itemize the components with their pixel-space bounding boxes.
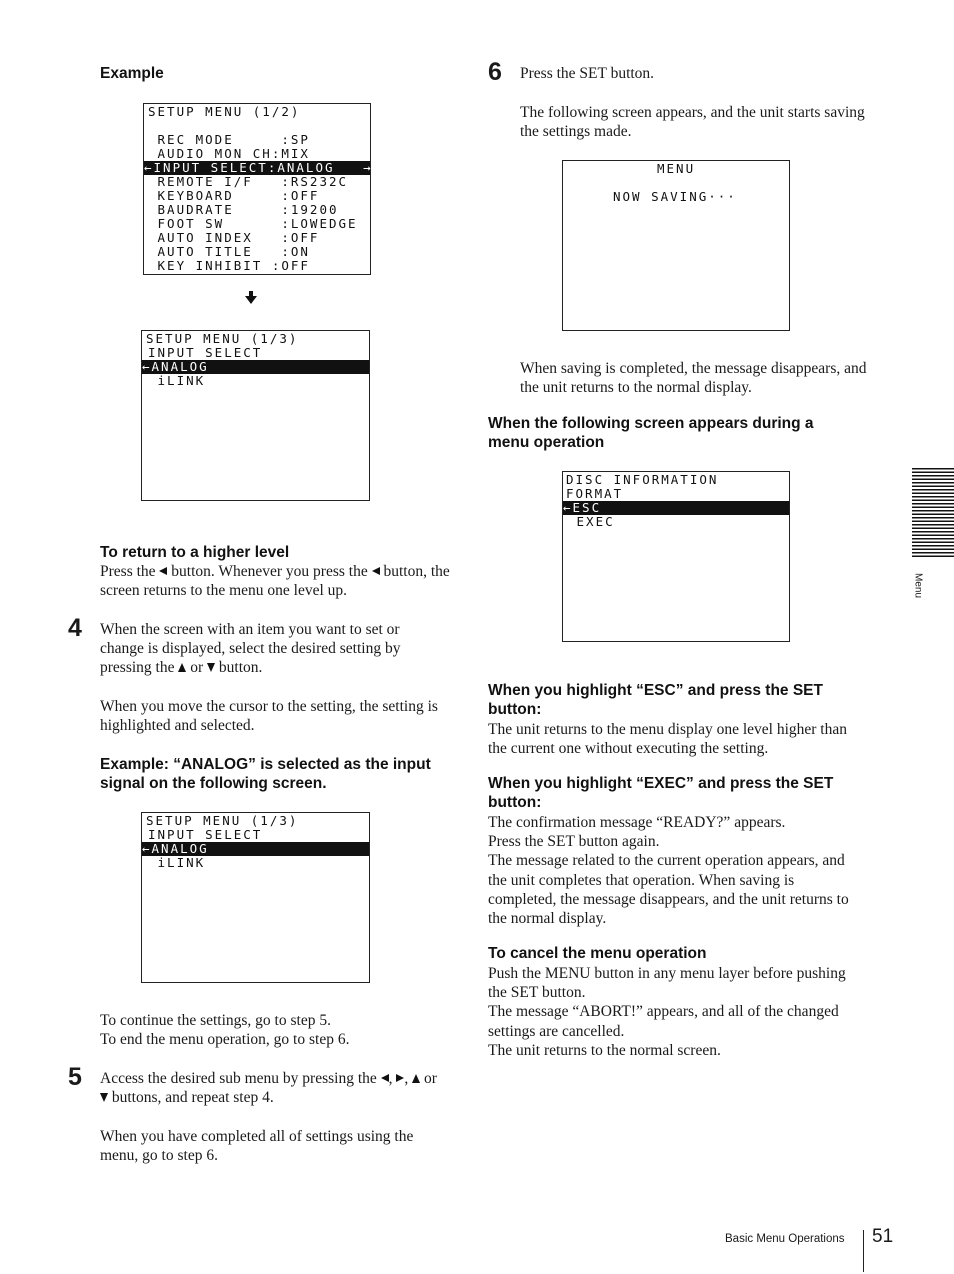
up-arrow-icon	[412, 1074, 420, 1083]
screen-line: SETUP MENU (1/3)	[146, 331, 299, 346]
screen-line: REC MODE :SP	[148, 132, 310, 147]
left-arrow-icon	[372, 567, 380, 575]
setup-menu-screen-3	[141, 812, 370, 983]
screen-line: iLINK	[148, 855, 206, 870]
screen-line: NOW SAVING···	[613, 189, 737, 204]
side-tab-label: Menu	[912, 572, 924, 598]
continue-line-2: To end the menu operation, go to step 6.	[100, 1031, 350, 1048]
return-text: button, the screen returns to the menu one level up.	[100, 563, 450, 600]
following-screen-heading: When the following screen appears during a menu operation	[488, 415, 814, 451]
saving-complete-text: When saving is completed, the message disappears, and the unit returns to the normal display.	[520, 360, 867, 397]
screen-line: AUTO INDEX :OFF	[148, 230, 320, 245]
setup-menu-screen-1	[143, 103, 371, 275]
exec-heading: When you highlight “EXEC” and press the SET button:	[488, 775, 834, 811]
screen-line: INPUT SELECT	[148, 827, 263, 842]
screen-line: FORMAT	[566, 486, 624, 501]
step-4-paragraph	[100, 620, 445, 678]
step-5-text: Access the desired sub menu by pressing the	[100, 1070, 377, 1087]
left-arrow-icon	[159, 567, 167, 575]
cancel-text: Push the MENU button in any menu layer before pushing the SET button. The message “ABORT!” appears, and all of the changed settings are cancelled. The unit returns to the normal screen.	[488, 965, 846, 1059]
esc-text: The unit returns to the menu display one level higher than the current one without executing the setting.	[488, 721, 847, 758]
return-heading: To return to a higher level	[100, 544, 290, 561]
right-arrow-icon	[396, 1074, 404, 1082]
screen-line: INPUT SELECT	[148, 345, 263, 360]
footer-divider	[863, 1230, 864, 1272]
screen-line: AUDIO MON CH:MIX	[148, 146, 310, 161]
screen-line: KEYBOARD :OFF	[148, 188, 320, 203]
highlighted-screen-line: ←ESC	[563, 501, 789, 515]
return-paragraph	[100, 562, 450, 600]
esc-heading: When you highlight “ESC” and press the SET button:	[488, 682, 823, 718]
screen-line: REMOTE I/F :RS232C	[148, 174, 349, 189]
step-4-number: 4	[68, 614, 82, 642]
screen-line: SETUP MENU (1/3)	[146, 813, 299, 828]
setup-menu-screen-2	[141, 330, 370, 501]
step-5-text: or	[424, 1070, 437, 1087]
section-tab-stripes	[912, 468, 954, 558]
menu-saving-screen	[562, 160, 790, 331]
continue-line-1: To continue the settings, go to step 5.	[100, 1012, 331, 1029]
down-arrow-icon	[100, 1093, 108, 1102]
step-4-text: button.	[218, 659, 263, 677]
example-analog-heading: Example: “ANALOG” is selected as the input signal on the following screen.	[100, 756, 431, 792]
highlighted-screen-line: ←ANALOG	[142, 842, 369, 856]
screen-line: FOOT SW :LOWEDGE	[148, 216, 358, 231]
return-text: Press the	[100, 563, 156, 580]
step-5-paragraph: Access the desired sub menu by pressing the , , or buttons, and repeat step 4.	[100, 1070, 437, 1107]
step-6-text: Press the SET button.	[520, 65, 655, 82]
left-arrow-icon	[381, 1074, 389, 1082]
step-5-text: buttons, and repeat step 4.	[111, 1089, 274, 1107]
cancel-heading: To cancel the menu operation	[488, 945, 707, 962]
step-5-number: 5	[68, 1063, 82, 1091]
arrow-down-icon	[245, 291, 257, 305]
screen-line: MENU	[657, 161, 696, 176]
screen-line: SETUP MENU (1/2)	[148, 104, 301, 119]
step-6-number: 6	[488, 58, 502, 86]
highlighted-screen-line: ←INPUT SELECT:ANALOG →	[144, 160, 373, 175]
example-heading: Example	[100, 65, 164, 82]
screen-line: iLINK	[148, 373, 206, 388]
page-number: 51	[872, 1226, 894, 1247]
up-arrow-icon	[178, 663, 186, 672]
disc-information-screen	[562, 471, 790, 642]
return-text: button. Whenever you press the	[171, 563, 368, 580]
step-4-text: When the screen with an item you want to set or change is displayed, select the desired setting by pressing the	[100, 621, 401, 677]
screen-line: AUTO TITLE :ON	[148, 244, 310, 259]
screen-line: DISC INFORMATION	[566, 472, 719, 487]
down-arrow-icon	[207, 663, 215, 672]
screen-line: EXEC	[567, 514, 615, 529]
highlighted-screen-line: ←ANALOG	[142, 360, 369, 374]
exec-text: The confirmation message “READY?” appears. Press the SET button again. The message related to the current operation appears, and the unit completes that operation. When saving is completed, the message disappears, and the unit returns to the normal display.	[488, 814, 849, 928]
screen-line: KEY INHIBIT :OFF	[148, 258, 310, 273]
step-4-note: When you move the cursor to the setting, the setting is highlighted and selected.	[100, 698, 438, 735]
screen-line: BAUDRATE :19200	[148, 202, 339, 217]
footer-section: Basic Menu Operations	[725, 1233, 845, 1245]
step-4-text: or	[190, 659, 204, 677]
step-6-note: The following screen appears, and the unit starts saving the settings made.	[520, 104, 865, 141]
step-5-note: When you have completed all of settings using the menu, go to step 6.	[100, 1128, 414, 1165]
